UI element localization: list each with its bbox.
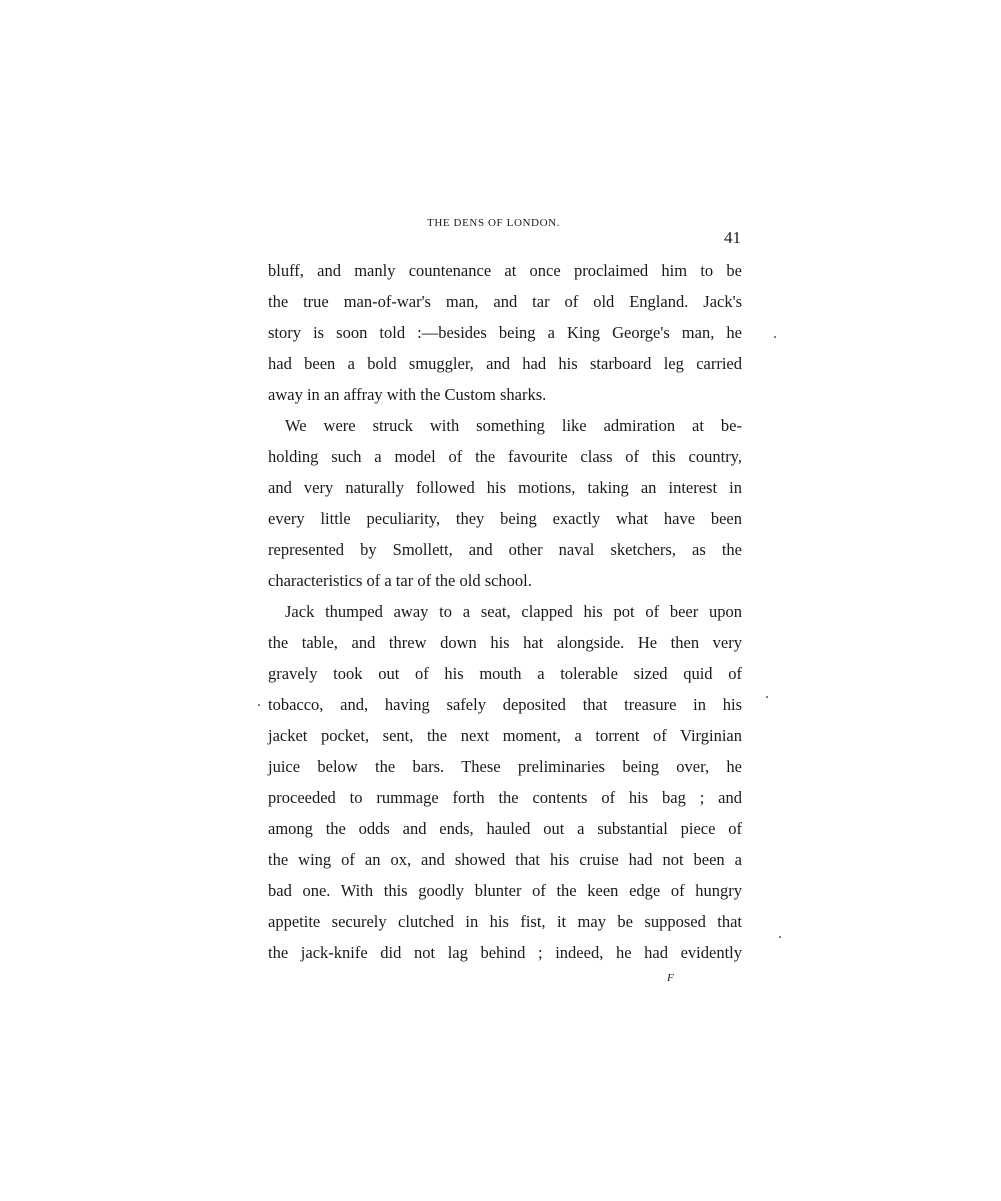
text-line: the wing of an ox, and showed that his cruise had not been a [268,850,742,869]
text-line: away in an affray with the Custom sharks. [268,385,547,404]
text-line: juice below the bars. These preliminaries being over, he [268,757,742,776]
text-line: had been a bold smuggler, and had his starboard leg carried [268,354,742,373]
text-line: and very naturally followed his motions, taking an interest in [268,478,742,497]
text-line: holding such a model of the favourite class of this country, [268,447,742,466]
paragraph-start-line: Jack thumped away to a seat, clapped his pot of beer upon [285,602,742,621]
text-line: tobacco, and, having safely deposited that treasure in his [268,695,742,714]
text-line: jacket pocket, sent, the next moment, a torrent of Virginian [268,726,742,745]
text-line: gravely took out of his mouth a tolerable sized quid of [268,664,742,683]
text-line: the true man-of-war's man, and tar of old England. Jack's [268,292,742,311]
paragraph-start-line: We were struck with something like admiration at be- [285,416,742,435]
scan-speck [258,704,260,706]
scan-speck [766,696,768,698]
body-text [268,255,742,968]
page-number: 41 [724,228,741,247]
running-title: THE DENS OF LONDON. [427,217,561,229]
text-line: proceeded to rummage forth the contents of his bag ; and [268,788,742,807]
text-line: bluff, and manly countenance at once proclaimed him to be [268,261,742,280]
text-line: characteristics of a tar of the old school. [268,571,532,590]
text-line: represented by Smollett, and other naval sketchers, as the [268,540,742,559]
text-line: the table, and threw down his hat alongside. He then very [268,633,742,652]
text-line: among the odds and ends, hauled out a substantial piece of [268,819,742,838]
text-line: bad one. With this goodly blunter of the keen edge of hungry [268,881,742,900]
text-line: the jack-knife did not lag behind ; indeed, he had evidently [268,943,742,962]
scan-speck [774,336,776,338]
scan-speck [779,936,781,938]
text-line: appetite securely clutched in his fist, it may be supposed that [268,912,742,931]
text-line: story is soon told :—besides being a King George's man, he [268,323,742,342]
signature-mark: F [667,972,674,984]
text-line: every little peculiarity, they being exactly what have been [268,509,742,528]
